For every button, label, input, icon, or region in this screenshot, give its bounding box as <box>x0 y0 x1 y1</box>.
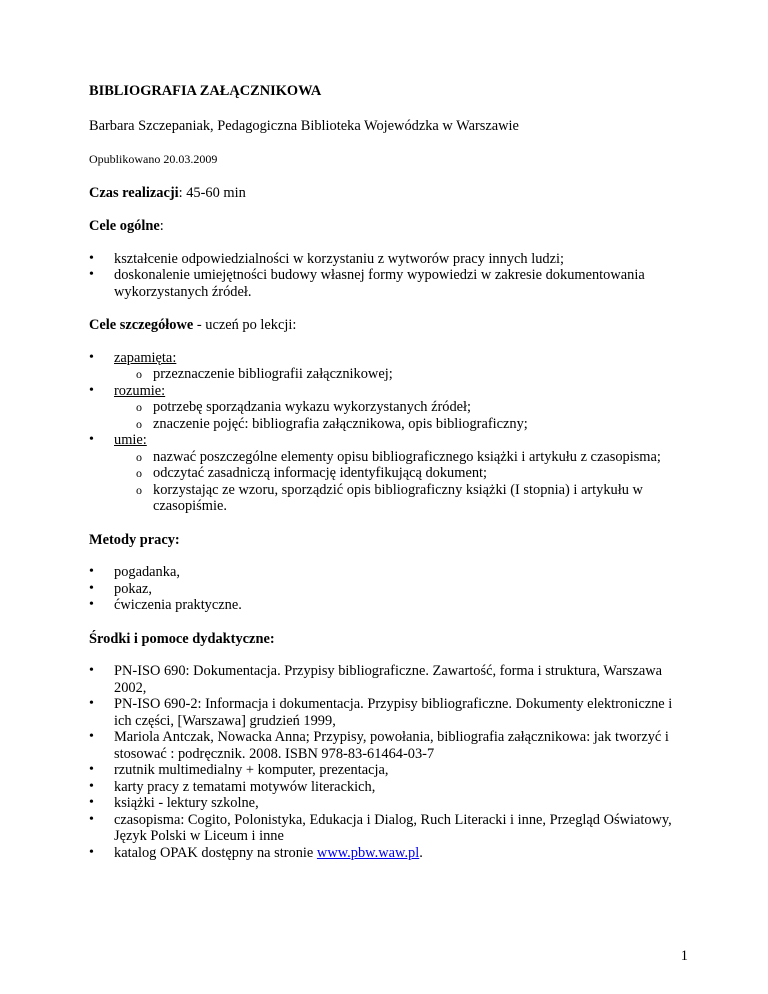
list-item: • PN-ISO 690-2: Informacja i dokumentacja. Przypisy bibliograficzne. Dokumenty elektroniczne i ich części, [Warszawa] grudzień 1999, <box>89 696 689 729</box>
page-number: 1 <box>680 948 688 964</box>
resources-list <box>89 663 689 861</box>
document-title: BIBLIOGRAFIA ZAŁĄCZNIKOWA <box>89 83 322 99</box>
methods-list <box>89 564 689 614</box>
list-item <box>89 845 689 862</box>
goal-sublist <box>114 399 689 432</box>
list-item: o nazwać poszczególne elementy opisu bibliograficznego książki i artykułu z czasopisma; <box>136 449 689 466</box>
list-item: • ćwiczenia praktyczne. <box>89 597 689 614</box>
list-item: o odczytać zasadniczą informację identyfikującą dokument; <box>136 465 689 482</box>
methods-heading: Metody pracy: <box>89 531 180 548</box>
list-item: • Mariola Antczak, Nowacka Anna; Przypisy, powołania, bibliografia załącznikowa: jak tworzyć i stosować : podręcznik. 2008. ISBN 978-83-61464-03-7 <box>89 729 689 762</box>
list-item: • książki - lektury szkolne, <box>89 795 689 812</box>
goal-group <box>89 432 689 515</box>
general-goals-suffix: : <box>159 218 164 234</box>
list-item: • karty pracy z tematami motywów literackich, <box>89 779 689 796</box>
specific-goals-suffix: - uczeń po lekcji: <box>193 317 297 333</box>
catalog-suffix: . <box>419 844 423 861</box>
list-item: • doskonalenie umiejętności budowy własnej formy wypowiedzi w zakresie dokumentowania wykorzystanych źródeł. <box>89 267 689 300</box>
catalog-link[interactable]: www.pbw.waw.pl <box>316 844 420 861</box>
general-goals-label: Cele ogólne <box>89 218 160 234</box>
goal-group-head: umie: <box>114 432 147 448</box>
specific-goals-label: Cele szczegółowe <box>89 317 194 333</box>
goal-sublist <box>114 449 689 515</box>
time-value: : 45-60 min <box>178 184 246 201</box>
time-line <box>89 185 689 202</box>
goal-sublist <box>114 366 689 383</box>
list-item: • kształcenie odpowiedzialności w korzystaniu z wytworów pracy innych ludzi; <box>89 251 689 268</box>
resources-heading: Środki i pomoce dydaktyczne: <box>89 630 275 647</box>
list-item: o znaczenie pojęć: bibliografia załącznikowa, opis bibliograficzny; <box>136 416 689 433</box>
goal-group-head: rozumie: <box>114 382 166 399</box>
time-label: Czas realizacji <box>89 184 179 201</box>
list-item: • pogadanka, <box>89 564 689 581</box>
list-item: o korzystając ze wzoru, sporządzić opis bibliograficzny książki (I stopnia) i artykułu w czasopiśmie. <box>136 482 689 515</box>
specific-goals-heading <box>89 317 689 334</box>
list-item: • czasopisma: Cogito, Polonistyka, Edukacja i Dialog, Ruch Literacki i inne, Przegląd Oświatowy, Język Polski w Liceum i inne <box>89 812 689 845</box>
list-item: • PN-ISO 690: Dokumentacja. Przypisy bibliograficzne. Zawartość, forma i struktura, Warszawa 2002, <box>89 663 689 696</box>
goal-group <box>89 350 689 383</box>
general-goals-list <box>89 251 689 301</box>
general-goals-heading <box>89 218 689 235</box>
list-item: o przeznaczenie bibliografii załącznikowej; <box>136 366 689 383</box>
list-item: • pokaz, <box>89 581 689 598</box>
author-line: Barbara Szczepaniak, Pedagogiczna Biblioteka Wojewódzka w Warszawie <box>89 117 519 134</box>
document-content <box>89 83 689 861</box>
goal-group-head: zapamięta: <box>114 349 177 366</box>
list-item: o potrzebę sporządzania wykazu wykorzystanych źródeł; <box>136 399 689 416</box>
published-date: Opublikowano 20.03.2009 <box>89 152 218 166</box>
catalog-text: katalog OPAK dostępny na stronie <box>114 844 317 861</box>
specific-goals-list <box>89 350 689 515</box>
list-item: • rzutnik multimedialny + komputer, prezentacja, <box>89 762 689 779</box>
goal-group <box>89 383 689 433</box>
